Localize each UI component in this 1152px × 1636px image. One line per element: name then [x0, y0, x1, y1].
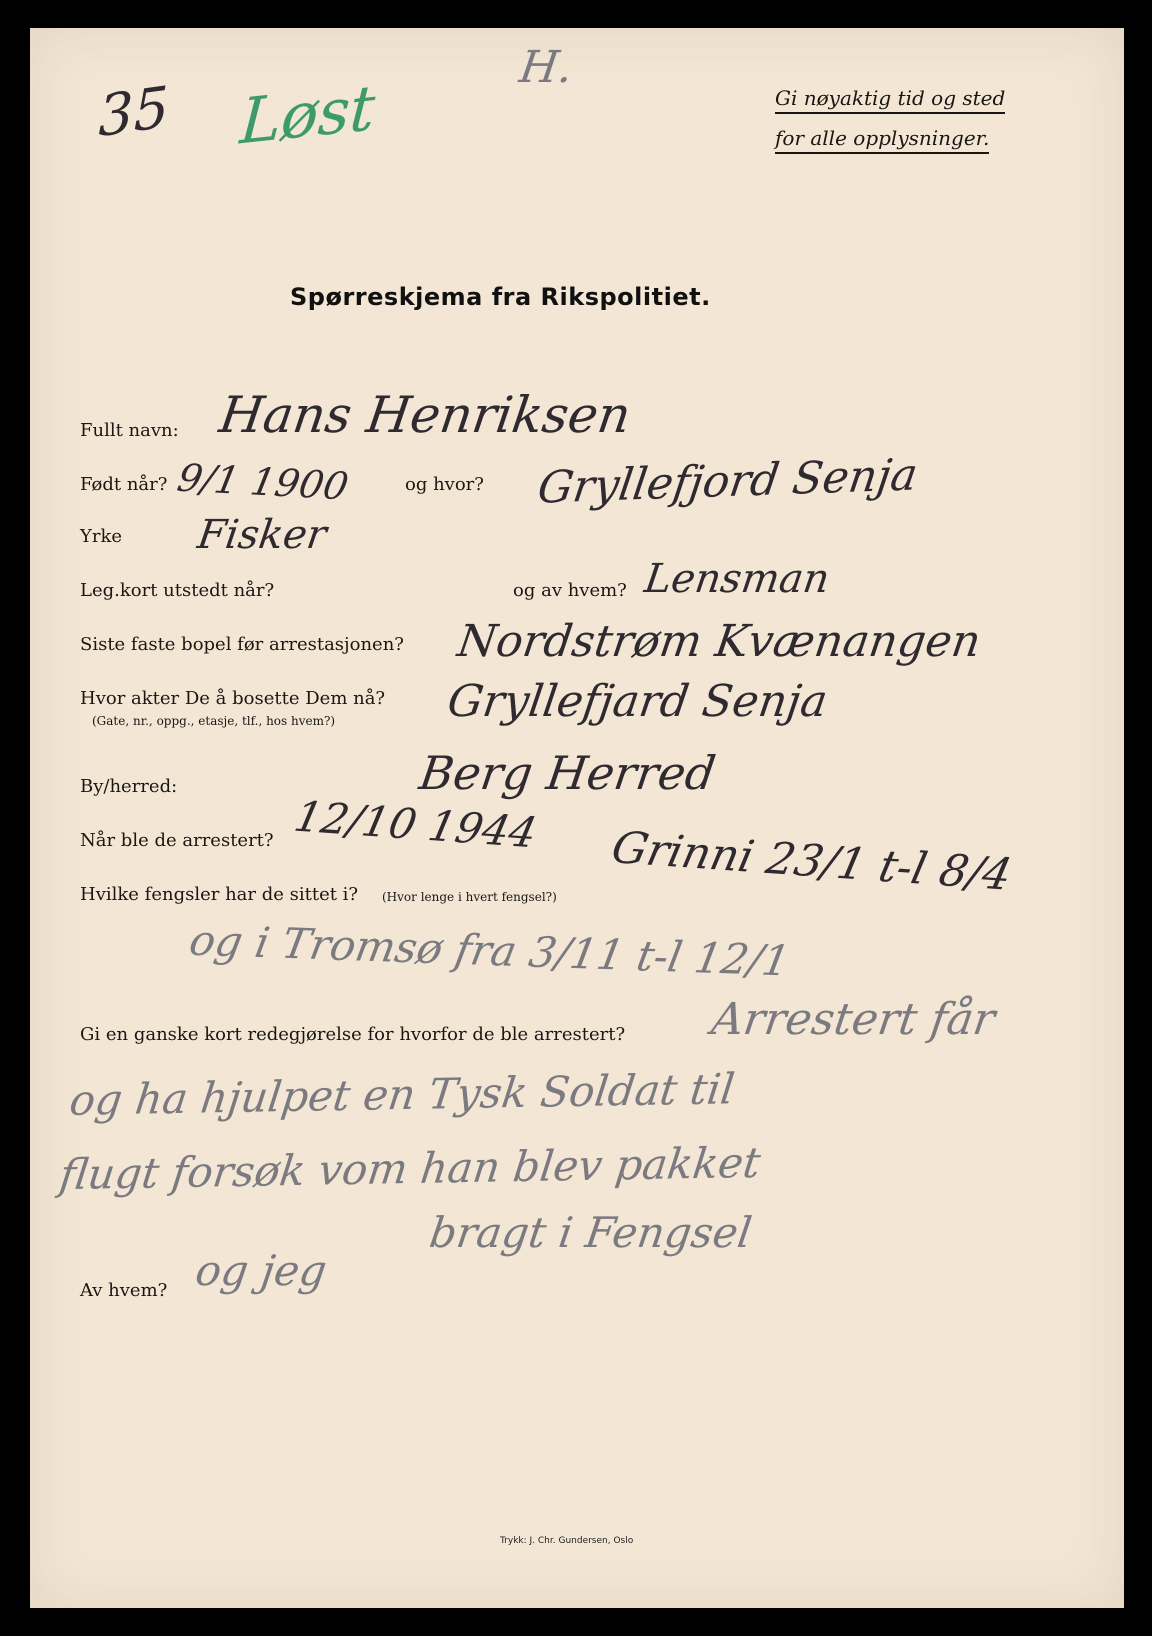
by-whom-label: Av hvem?	[80, 1280, 168, 1301]
reason-value-line-3: flugt forsøk vom han blev pakket	[57, 1137, 764, 1200]
initial-mark: H.	[516, 42, 576, 93]
printer-credit: Trykk: J. Chr. Gundersen, Oslo	[500, 1536, 634, 1546]
arrested-value: 12/10 1944	[290, 791, 542, 858]
town-value: Berg Herred	[416, 746, 719, 800]
instruction-line-2: for alle opplysninger.	[775, 126, 989, 154]
last-address-label: Siste faste bopel før arrestasjonen?	[80, 634, 404, 655]
occupation-value: Fisker	[194, 512, 330, 558]
by-whom-value: og jeg	[192, 1246, 330, 1295]
settle-sublabel: (Gate, nr., oppg., etasje, tlf., hos hvem?)	[92, 714, 336, 728]
settle-label: Hvor akter De å bosette Dem nå?	[80, 688, 386, 709]
born-value: 9/1 1900	[173, 455, 353, 509]
instruction-line-1: Gi nøyaktig tid og sted	[775, 86, 1005, 114]
prisons-value-line-2: og i Tromsø fra 3/11 t-l 12/1	[185, 915, 794, 986]
town-label: By/herred:	[80, 776, 178, 797]
born-where-label: og hvor?	[405, 474, 484, 495]
page-number: 35	[98, 74, 169, 151]
prisons-label: Hvilke fengsler har de sittet i?	[80, 884, 359, 905]
full-name-label: Fullt navn:	[80, 420, 179, 441]
prisons-value-line-1: Grinni 23/1 t-l 8/4	[607, 822, 1017, 901]
last-address-value: Nordstrøm Kvænangen	[454, 616, 984, 667]
reason-value-line-1: Arrestert får	[708, 994, 999, 1045]
id-issued-by-value: Lensman	[641, 556, 833, 602]
settle-value: Gryllefjard Senja	[444, 676, 831, 727]
id-issued-by-label: og av hvem?	[513, 580, 627, 601]
full-name-value: Hans Henriksen	[215, 386, 635, 444]
born-where-value: Gryllefjord Senja	[534, 449, 921, 514]
reason-value-line-2: og ha hjulpet en Tysk Soldat til	[67, 1064, 738, 1125]
arrested-label: Når ble de arrestert?	[80, 830, 274, 851]
born-label: Født når?	[80, 474, 168, 495]
prisons-sublabel: (Hvor lenge i hvert fengsel?)	[382, 890, 557, 904]
reason-value-line-4: bragt i Fengsel	[426, 1208, 755, 1257]
status-stamp: Løst	[237, 70, 378, 159]
occupation-label: Yrke	[80, 526, 123, 547]
form-paper	[30, 28, 1124, 1608]
id-issued-label: Leg.kort utstedt når?	[80, 580, 275, 601]
reason-label: Gi en ganske kort redegjørelse for hvorfor de ble arrestert?	[80, 1024, 626, 1045]
form-title: Spørreskjema fra Rikspolitiet.	[290, 283, 711, 311]
